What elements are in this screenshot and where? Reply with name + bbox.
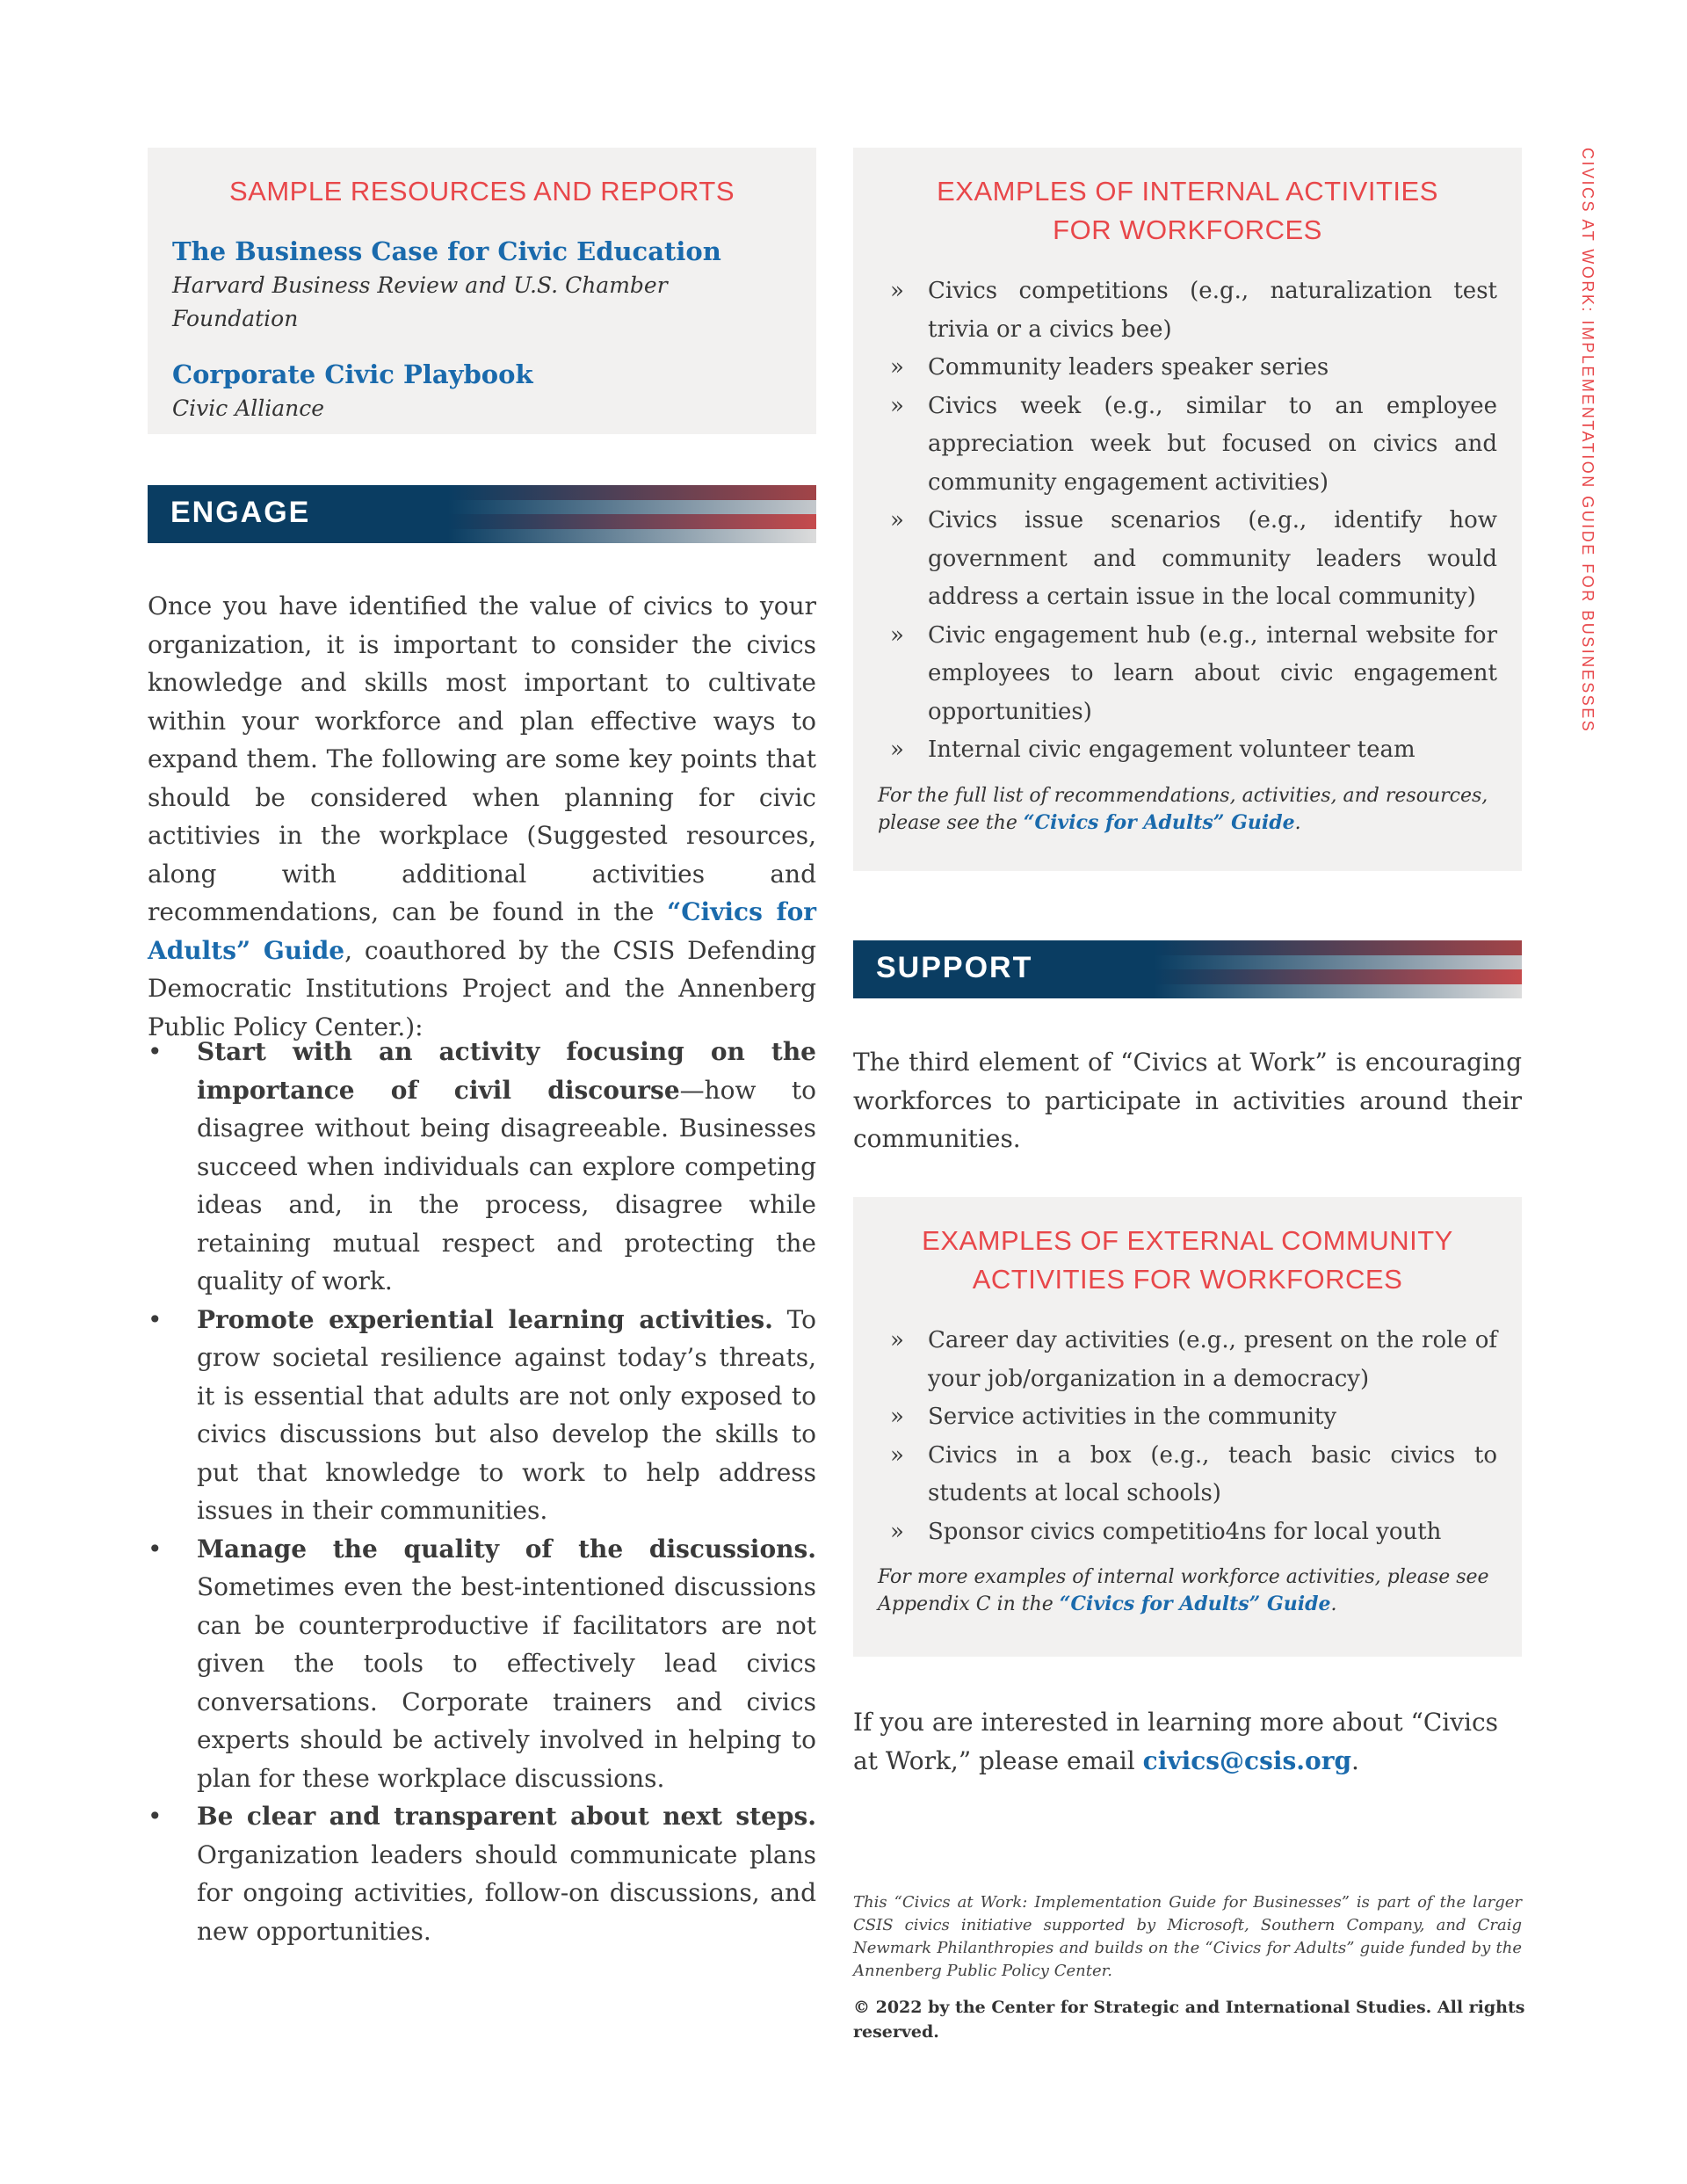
engage-section-header: [148, 485, 816, 543]
internal-activities-box: [853, 148, 1522, 871]
engage-bullets: [148, 1033, 816, 1950]
resource-link[interactable]: Corporate Civic Playbook: [172, 359, 533, 389]
intro-text: , coauthored by the CSIS Defending Democratic Institutions Project and the Annenberg Public Policy Center.):: [148, 935, 816, 1041]
engage-intro: [148, 587, 816, 1046]
list-item: • Promote experiential learning activities. To grow societal resilience against today’s threats, it is essential that adults are not only exposed to civics discussions but also develop the skills to put that knowledge to work to help address issues in their communities.: [148, 1304, 816, 1525]
support-text: The third element of “Civics at Work” is encouraging workforces to participate in activities around their communities.: [853, 1048, 1522, 1153]
sample-resources-box: [148, 148, 816, 434]
email-link[interactable]: civics@csis.org: [1142, 1745, 1352, 1775]
external-note: For more examples of internal workforce activities, please see Appendix C in the “Civics for Adults” Guide.: [878, 1566, 1489, 1615]
sample-resources-title: SAMPLE RESOURCES AND REPORTS: [228, 176, 735, 207]
list-item: » Civics week (e.g., similar to an employee appreciation week but focused on civics and community engagement activities): [890, 392, 1497, 496]
list-item: • Be clear and transparent about next steps. Organization leaders should communicate plans for ongoing activities, follow-on discussions, and new opportunities.: [148, 1802, 816, 1946]
list-item: » Internal civic engagement volunteer team: [890, 736, 1415, 763]
list-item: » Civics competitions (e.g., naturalization test trivia or a civics bee): [890, 278, 1497, 343]
bullet-text: Sometimes even the best-intentioned discussions can be counterproductive if facilitators are not given the tools to effectively lead civics conversations. Corporate trainers and civics experts should be actively involved in helping to plan for these workplace discussions.: [197, 1572, 816, 1793]
resource-source: Civic Alliance: [172, 395, 325, 421]
civics-for-adults-link[interactable]: “Civics for Adults” Guide: [148, 897, 817, 965]
side-running-title: CIVICS AT WORK: IMPLEMENTATION GUIDE FOR BUSINESSES: [1579, 148, 1596, 734]
list-item: » Community leaders speaker series: [890, 354, 1329, 381]
list-item: » Civics in a box (e.g., teach basic civics to students at local schools): [890, 1441, 1497, 1506]
civics-for-adults-link[interactable]: “Civics for Adults” Guide: [1059, 1593, 1331, 1615]
bullet-lead: Promote experiential learning activities.: [197, 1304, 773, 1334]
list-item: • Start with an activity focusing on the importance of civil discourse—how to disagree without being disagreeable. Businesses succeed when individuals can explore competing ideas and, in the process, disagree while retaining mutual respect and protecting the quality of work.: [148, 1037, 816, 1295]
bullet-text: —how to disagree without being disagreeable. Businesses succeed when individuals can explore competing ideas and, in the process, disagree while retaining mutual respect and protecting the quality of work.: [197, 1075, 816, 1295]
external-activities-box: [853, 1197, 1522, 1657]
external-title: EXAMPLES OF EXTERNAL COMMUNITY: [922, 1225, 1453, 1256]
resource-source: Harvard Business Review and U.S. Chamber Foundation: [172, 272, 668, 331]
list-item: » Sponsor civics competitio4ns for local youth: [890, 1518, 1442, 1545]
internal-list: [878, 272, 1497, 770]
footer-note: This “Civics at Work: Implementation Guide for Businesses” is part of the larger CSIS civics initiative supported by Microsoft, Southern Company, and Craig Newmark Philanthropies and builds on the “Civics for Adults” guide funded by the Annenberg Public Policy Center.: [853, 1893, 1522, 1980]
internal-title: FOR WORKFORCES: [1053, 214, 1322, 245]
internal-title: EXAMPLES OF INTERNAL ACTIVITIES: [937, 176, 1438, 207]
intro-text: Once you have identified the value of civics to your organization, it is important to consider the civics knowledge and skills most important to cultivate within your workforce and plan effective ways to expand them. The following are some key points that should be considered when planning for civic actitivies in the workplace (Suggested resources, along with additional activities and recommendations, can be found in the: [148, 591, 816, 926]
resource-link[interactable]: The Business Case for Civic Education: [172, 236, 721, 266]
list-item: » Service activities in the community: [890, 1404, 1337, 1430]
bullet-lead: Be clear and transparent about next steps.: [197, 1802, 816, 1831]
external-list: [878, 1322, 1497, 1551]
engage-heading: ENGAGE: [170, 496, 311, 529]
bullet-text: To grow societal resilience against today’s threats, it is essential that adults are not only exposed to civics discussions but also develop the skills to put that knowledge to work to help address issues in their communities.: [197, 1304, 816, 1525]
list-item: » Career day activities (e.g., present on the role of your job/organization in a democracy): [890, 1327, 1497, 1392]
list-item: » Civic engagement hub (e.g., internal website for employees to learn about civic engagement opportunities): [890, 621, 1497, 725]
bullet-text: Organization leaders should communicate plans for ongoing activities, follow-on discussions, and new opportunities.: [197, 1839, 816, 1946]
copyright: © 2022 by the Center for Strategic and International Studies. All rights reserved.: [853, 1998, 1525, 2042]
contact-text: If you are interested in learning more about “Civics at Work,” please email civics@csis.org.: [853, 1708, 1499, 1775]
external-title: ACTIVITIES FOR WORKFORCES: [972, 1264, 1403, 1295]
bullet-lead: Manage the quality of the discussions.: [197, 1534, 816, 1564]
support-section-header: [853, 940, 1522, 998]
list-item: » Civics issue scenarios (e.g., identify how government and community leaders would address a certain issue in the local community): [890, 507, 1497, 610]
internal-note: For the full list of recommendations, activities, and resources, please see the “Civics for Adults” Guide.: [878, 784, 1488, 834]
civics-for-adults-link[interactable]: “Civics for Adults” Guide: [1023, 810, 1295, 834]
support-heading: SUPPORT: [876, 951, 1033, 984]
list-item: • Manage the quality of the discussions. Sometimes even the best-intentioned discussions can be counterproductive if facilitators are not given the tools to effectively lead civics conversations. Corporate trainers and civics experts should be actively involved in helping to plan for these workplace discussions.: [148, 1534, 816, 1793]
bullet-lead: Start with an activity focusing on the importance of civil discourse: [197, 1037, 816, 1105]
